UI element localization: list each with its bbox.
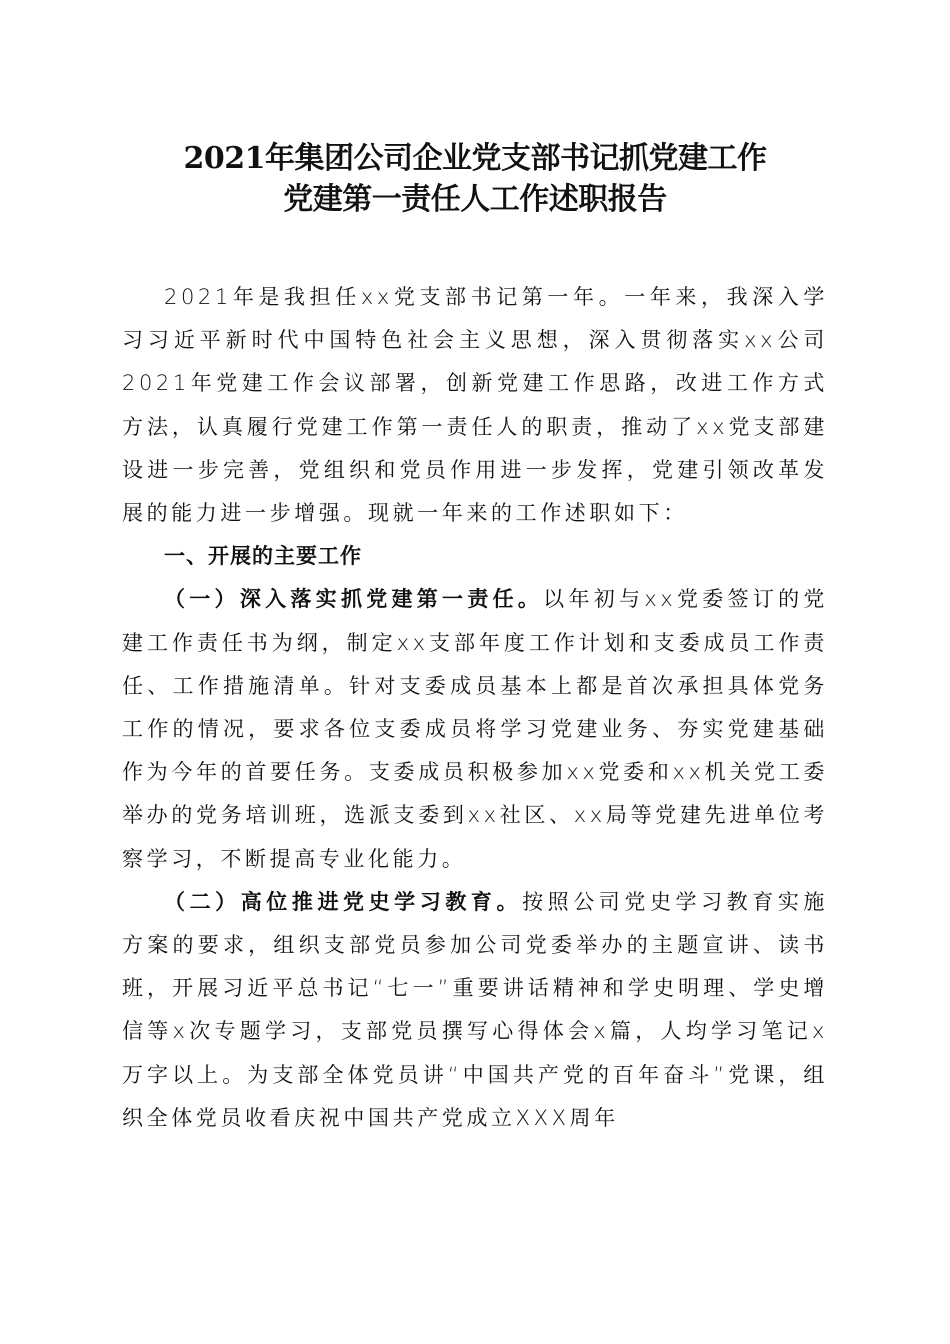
item-paragraph-1 [122,578,828,880]
intro-paragraph: 2021年是我担任xx党支部书记第一年。一年来，我深入学习习近平新时代中国特色社会主义思想，深入贯彻落实xx公司2021年党建工作会议部署，创新党建工作思路，改进工作方式方法，认真履行党建工作第一责任人的职责，推动了xx党支部建设进一步完善，党组织和党员作用进一步发挥，党建引领改革发展的能力进一步增强。现就一年来的工作述职如下： [122,285,828,526]
item-lead-2: （二）高位推进党史学习教育。 [164,889,523,914]
document-body [122,276,828,1140]
item-text-1: 以年初与xx党委签订的党建工作责任书为纲，制定xx支部年度工作计划和支委成员工作责任、工作措施清单。针对支委成员基本上都是首次承担具体党务工作的情况，要求各位支委成员将学习党建业务、夯实党建基础作为今年的首要任务。支委成员积极参加xx党委和xx机关党工委举办的党务培训班，选派支委到xx社区、xx局等党建先进单位考察学习，不断提高专业化能力。 [122,587,829,871]
document-title [122,138,828,220]
title-line-2: 党建第一责任人工作述职报告 [283,182,667,217]
title-line-1: 2021年集团公司企业党支部书记抓党建工作 [183,141,767,176]
item-paragraph-2 [122,881,828,1140]
document-page [122,138,828,1140]
item-lead-1: （一）深入落实抓党建第一责任。 [164,587,544,612]
item-text-2: 按照公司党史学习教育实施方案的要求，组织支部党员参加公司党委举办的主题宣讲、读书班，开展习近平总书记“七一”重要讲话精神和学史明理、学史增信等x次专题学习，支部党员撰写心得体会x篇，人均学习笔记x万字以上。为支部全体党员讲“中国共产党的百年奋斗”党课，组织全体党员收看庆祝中国共产党成立XXX周年 [122,889,828,1130]
section-heading-main-work: 一、开展的主要工作 [164,544,362,569]
